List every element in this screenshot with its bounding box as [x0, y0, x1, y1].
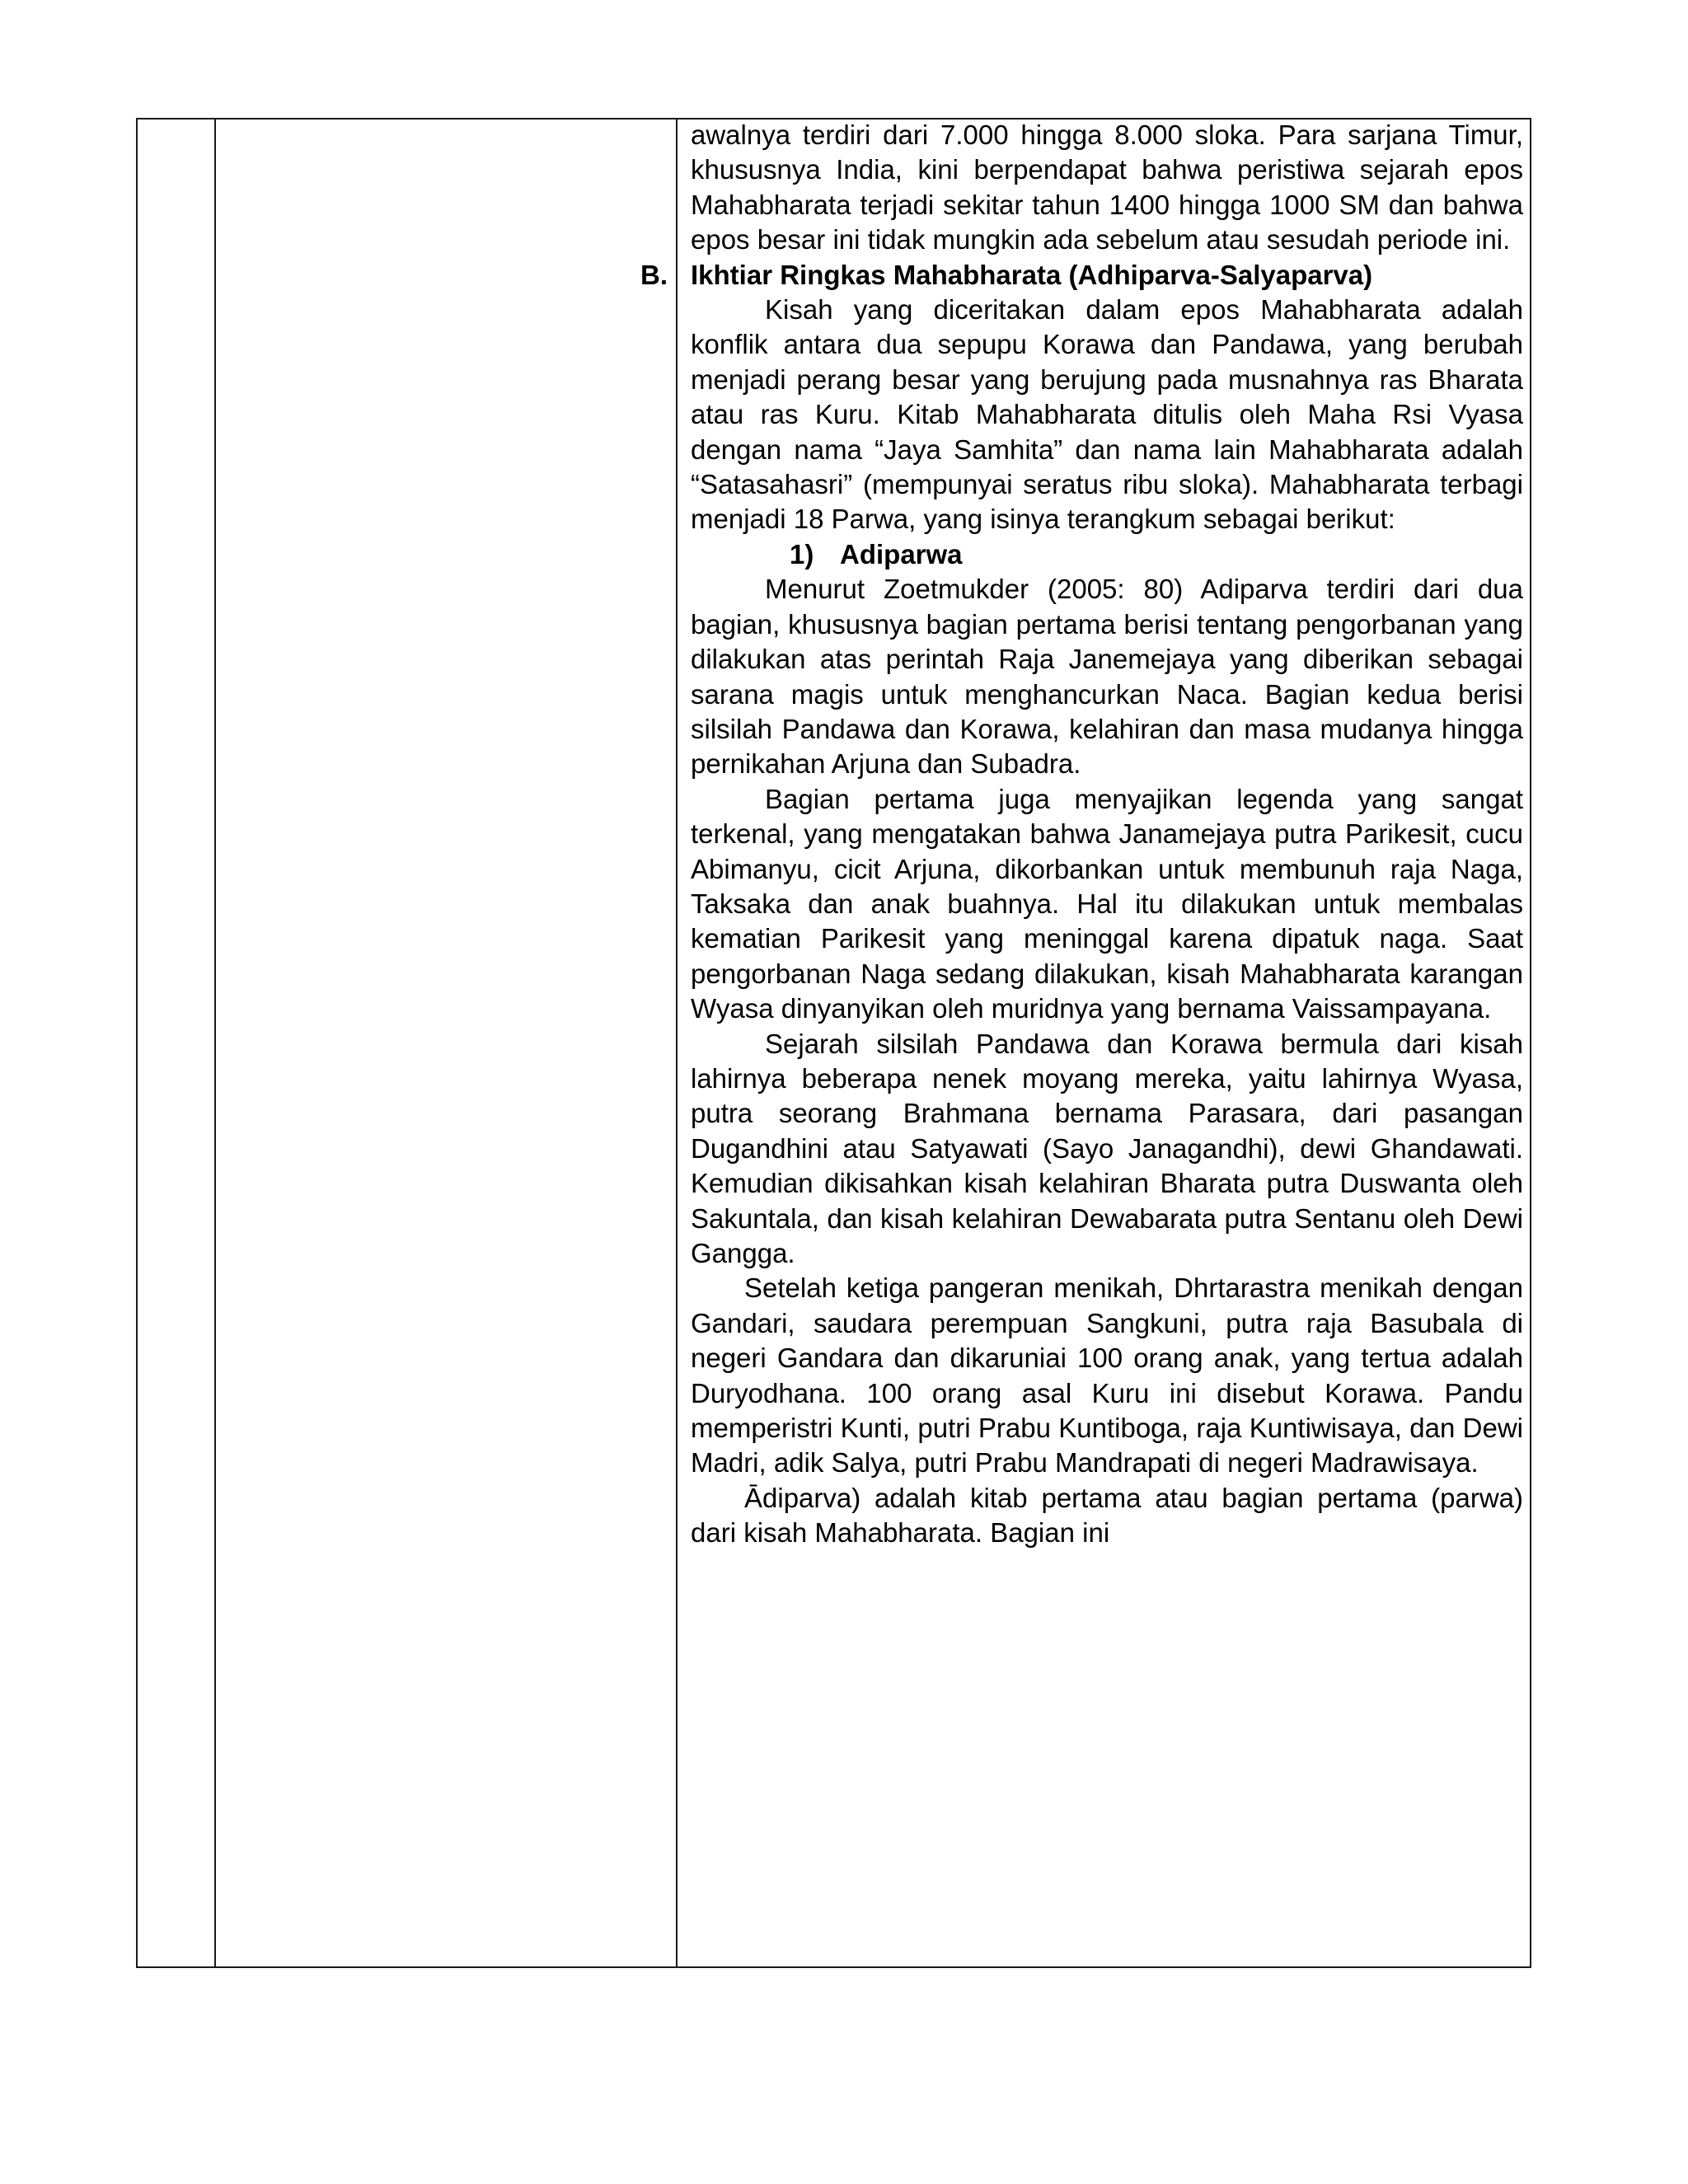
section-b-title: Ikhtiar Ringkas Mahabharata (Adhiparva-Salyaparva)	[691, 259, 1373, 290]
table-column-divider-2	[676, 118, 678, 1968]
subsection-1-paragraph-4: Setelah ketiga pangeran menikah, Dhrtarastra menikah dengan Gandari, saudara perempuan Sangkuni, putra raja Basubala di negeri Gandara dan dikaruniai 100 orang anak, yang tertua adalah Duryodhana. 100 orang asal Kuru ini disebut Korawa. Pandu memperistri Kunti, putri Prabu Kuntiboga, raja Kuntiwisaya, dan Dewi Madri, adik Salya, putri Prabu Mandrapati di negeri Madrawisaya.	[691, 1272, 1523, 1479]
section-b-marker: B.	[640, 259, 668, 290]
subsection-1-paragraph-3: Sejarah silsilah Pandawa dan Korawa bermula dari kisah lahirnya beberapa nenek moyang mereka, yaitu lahirnya Wyasa, putra seorang Brahmana bernama Parasara, dari pasangan Dugandhini atau Satyawati (Sayo Janagandhi), dewi Ghandawati. Kemudian dikisahkan kisah kelahiran Bharata putra Duswanta oleh Sakuntala, dan kisah kelahiran Dewabarata putra Sentanu oleh Dewi Gangga.	[691, 1028, 1523, 1268]
subsection-1-paragraph-5: Ādiparva) adalah kitab pertama atau bagian pertama (parwa) dari kisah Mahabharata. Bagian ini	[691, 1482, 1523, 1549]
intro-paragraph: awalnya terdiri dari 7.000 hingga 8.000 sloka. Para sarjana Timur, khususnya India, kini berpendapat bahwa peristiwa sejarah epos Mahabharata terjadi sekitar tahun 1400 hingga 1000 SM dan bahwa epos besar ini tidak mungkin ada sebelum atau sesudah periode ini.	[691, 120, 1523, 255]
subsection-1-heading	[790, 537, 1523, 572]
table-content-cell	[640, 118, 1523, 1968]
section-b-heading	[640, 258, 1523, 293]
subsection-1-title: Adiparwa	[840, 538, 963, 569]
table-column-divider-1	[214, 118, 216, 1968]
subsection-1-paragraph-1: Menurut Zoetmukder (2005: 80) Adiparva terdiri dari dua bagian, khususnya bagian pertama berisi tentang pengorbanan yang dilakukan atas perintah Raja Janemejaya yang diberikan sebagai sarana magis untuk menghancurkan Naca. Bagian kedua berisi silsilah Pandawa dan Korawa, kelahiran dan masa mudanya hingga pernikahan Arjuna dan Subadra.	[691, 574, 1523, 780]
section-b-paragraph: Kisah yang diceritakan dalam epos Mahabharata adalah konflik antara dua sepupu Korawa dan Pandawa, yang berubah menjadi perang besar yang berujung pada musnahnya ras Bharata atau ras Kuru. Kitab Mahabharata ditulis oleh Maha Rsi Vyasa dengan nama “Jaya Samhita” dan nama lain Mahabharata adalah “Satasahasri” (mempunyai seratus ribu sloka). Mahabharata terbagi menjadi 18 Parwa, yang isinya terangkum sebagai berikut:	[691, 294, 1523, 535]
subsection-1-marker: 1)	[790, 538, 814, 569]
subsection-1-paragraph-2: Bagian pertama juga menyajikan legenda yang sangat terkenal, yang mengatakan bahwa Janamejaya putra Parikesit, cucu Abimanyu, cicit Arjuna, dikorbankan untuk membunuh raja Naga, Taksaka dan anak buahnya. Hal itu dilakukan untuk membalas kematian Parikesit yang meninggal karena dipatuk naga. Saat pengorbanan Naga sedang dilakukan, kisah Mahabharata karangan Wyasa dinyanyikan oleh muridnya yang bernama Vaissampayana.	[691, 783, 1523, 1024]
